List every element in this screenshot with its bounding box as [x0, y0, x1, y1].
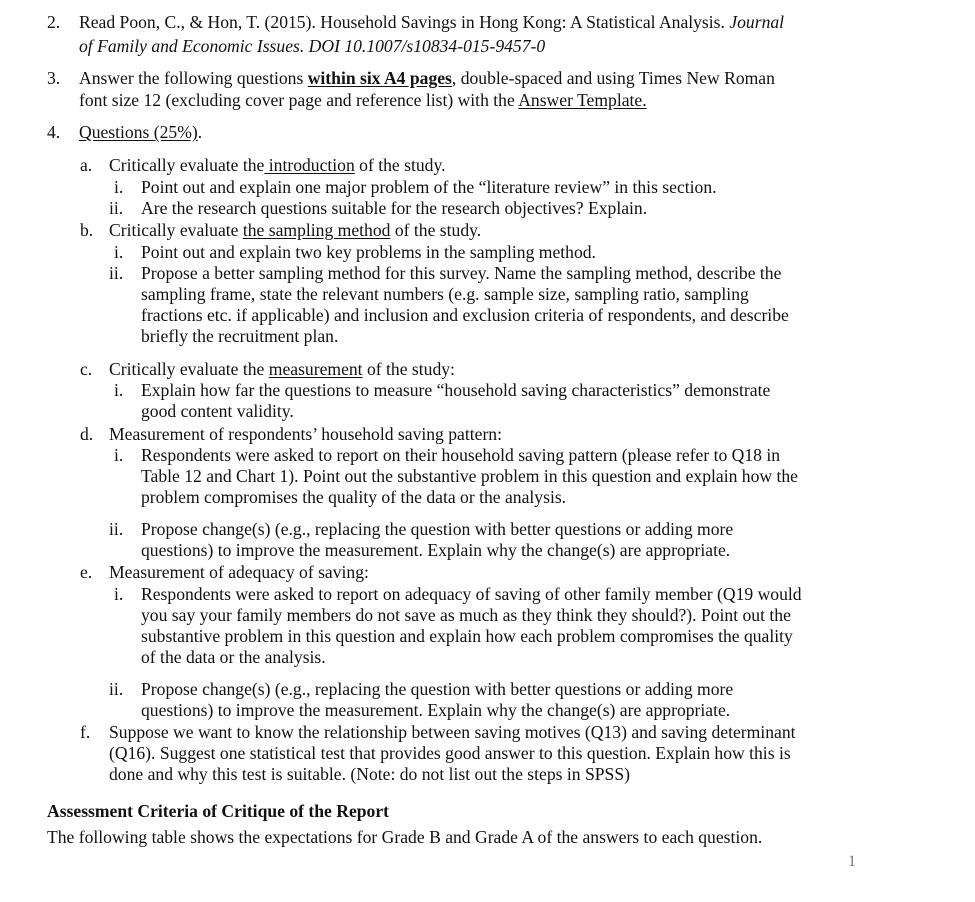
questions-heading: Questions (25%): [79, 122, 198, 142]
journal-title-part: Journal: [729, 12, 785, 32]
page-number: 1: [848, 853, 856, 870]
answer-template-link[interactable]: Answer Template.: [518, 90, 647, 110]
assessment-text: The following table shows the expectations for Grade B and Grade A of the answers to each question.: [47, 827, 763, 847]
page-limit-emphasis: within six A4 pages: [307, 68, 452, 88]
citation-line-2: of Family and Economic Issues. DOI 10.1007/s10834-015-9457-0: [79, 36, 546, 56]
item-number: 2.: [47, 12, 61, 32]
document-page: 2. Read Poon, C., & Hon, T. (2015). Household Savings in Hong Kong: A Statistical Analysis. Journal of Family and Economic Issues. DOI 10.1007/s10834-015-9457-0 3. Answer the following questions within six A4 pages, double-spaced and using Times New Roman font size 12 (excluding cover page and reference list) with the Answer Template. 4. Questions (25%). a. Critically evaluate the introduction of the study. i. Point out and explain one major problem of the “literature review” in this section. ii. Are the research questions suitable for the research objectives? Explain. b. Critically evaluate the sampling method of the study. i. Point out and explain two key problems in the sampling method. ii. Propose a better sampling method for this survey. Name the sampling method, describe the sampling frame, state the relevant numbers (e.g. sample size, sampling ratio, sampling fractions etc. if applicable) and inclusion and exclusion criteria of respondents, and describe briefly the recruitment plan. c. Critically evaluate the measurement of the study: i. Explain how far the questions to measure “household saving characteristics” demonstrate good content validity. d. Measurement of respondents’ household saving pattern: i. Respondents were asked to report on their household saving pattern (please refer to Q18 in Table 12 and Chart 1). Point out the substantive problem in this question and explain how the problem compromises the quality of the data or the analysis. ii. Propose change(s) (e.g., replacing the question with better questions or adding more questions) to improve the measurement. Explain why the change(s) are appropriate. e. Measurement of adequacy of saving: i. Respondents were asked to report on adequacy of saving of other family member (Q19 would you say your family members do not save as much as they think they should?). Point out the substantive problem in this question and explain how each problem compromises the quality of the data or the analysis. ii. Propose change(s) (e.g., replacing the question with better questions or adding more questions) to improve the measurement. Explain why the change(s) are appropriate. f. Suppose we want to know the relationship between saving motives (Q13) and saving determinant (Q16). Suggest one statistical test that provides good answer to this question. Explain how this is done and why this test is suitable. (Note: do not list out the steps in SPSS) Assessment Criteria of Critique of the Report The following table shows the expectations for Grade B and Grade A of the answers to each question. 1: [47, 12, 856, 870]
item-number: 4.: [47, 122, 61, 142]
item-number: 3.: [47, 68, 61, 88]
citation-text: Read Poon, C., & Hon, T. (2015). Household Savings in Hong Kong: A Statistical Analysis.: [79, 12, 725, 32]
assessment-heading: Assessment Criteria of Critique of the Report: [47, 801, 390, 821]
